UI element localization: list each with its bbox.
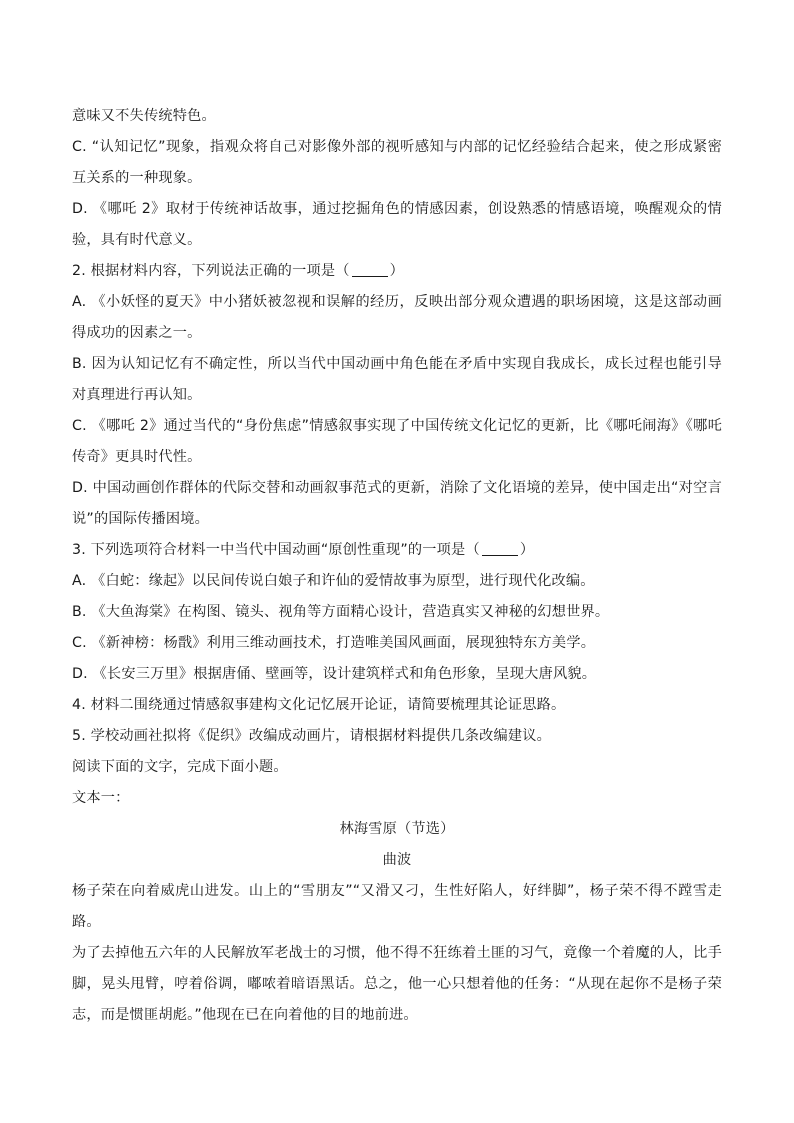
q2-option-d-line2: 说”的国际传播困境。 <box>72 511 210 527</box>
passage-title: 林海雪原（节选） <box>339 821 455 837</box>
q2-paren-open: （ <box>335 263 350 279</box>
q3-option-a: A. 《白蛇：缘起》以民间传说白娘子和许仙的爱情故事为原型，进行现代化改编。 <box>72 573 595 589</box>
q2-option-a-line2: 得成功的因素之一。 <box>72 325 202 341</box>
q2-stem-text: 2. 根据材料内容，下列说法正确的一项是 <box>72 263 336 279</box>
q3-paren-close: ） <box>519 542 535 558</box>
q2-stem <box>72 256 722 287</box>
q1-option-b-tail: 意味又不失传统特色。 <box>72 108 216 124</box>
q2-option-b-line2: 对真理进行再认知。 <box>72 387 202 403</box>
q3-stem <box>72 535 722 566</box>
page-content <box>72 101 722 1031</box>
q3-stem-text: 3. 下列选项符合材料一中当代中国动画“原创性重现”的一项是 <box>72 542 466 558</box>
q3-paren-open: （ <box>465 542 480 558</box>
passage-p1-line2: 路。 <box>72 914 101 930</box>
q2-option-d-line1: D. 中国动画创作群体的代际交替和动画叙事范式的更新，消除了文化语境的差异，使中国走出“对空言 <box>72 480 722 496</box>
q1-option-d-line1: D. 《哪吒 2》取材于传统神话故事，通过挖掘角色的情感因素，创设熟悉的情感语境，唤醒观众的情 <box>72 201 722 217</box>
text-one-label: 文本一： <box>72 790 130 806</box>
passage-p2-line1: 为了去掉他五六年的人民解放军老战士的习惯，他不得不狂练着土匪的习气，竟像一个着魔的人，比手 <box>72 945 722 961</box>
reading-instruction: 阅读下面的文字，完成下面小题。 <box>72 759 288 775</box>
q2-option-c-line2: 传奇》更具时代性。 <box>72 449 202 465</box>
passage-author: 曲波 <box>382 852 412 868</box>
q2-answer-blank <box>352 262 388 277</box>
q3-option-b: B. 《大鱼海棠》在构图、镜头、视角等方面精心设计，营造真实又神秘的幻想世界。 <box>72 604 610 620</box>
q1-option-c-line1: C. “认知记忆”现象，指观众将自己对影像外部的视听感知与内部的记忆经验结合起来，使之形成紧密 <box>72 139 722 155</box>
q3-option-c: C. 《新神榜：杨戬》利用三维动画技术，打造唯美国风画面，展现独特东方美学。 <box>72 635 596 651</box>
q5-text: 5. 学校动画社拟将《促织》改编成动画片，请根据材料提供几条改编建议。 <box>72 728 552 744</box>
q4-text: 4. 材料二围绕通过情感叙事建构文化记忆展开论证，请简要梳理其论证思路。 <box>72 697 566 713</box>
q2-paren-close: ） <box>389 263 405 279</box>
q3-option-d: D. 《长安三万里》根据唐俑、壁画等，设计建筑样式和角色形象，呈现大唐风貌。 <box>72 666 597 682</box>
q1-option-d-line2: 验，具有时代意义。 <box>72 232 202 248</box>
q2-option-a-line1: A. 《小妖怪的夏天》中小猪妖被忽视和误解的经历，反映出部分观众遭遇的职场困境，这是这部动画 <box>72 294 722 310</box>
q1-option-c-line2: 互关系的一种现象。 <box>72 170 202 186</box>
q2-option-b-line1: B. 因为认知记忆有不确定性，所以当代中国动画中角色能在矛盾中实现自我成长，成长过程也能引导 <box>72 356 722 372</box>
passage-p1-line1: 杨子荣在向着威虎山进发。山上的“雪朋友”“又滑又刁，生性好陷人，好绊脚”，杨子荣不得不蹚雪走 <box>72 883 722 899</box>
q3-answer-blank <box>482 541 518 556</box>
passage-p2-line3: 志，而是惯匪胡彪。”他现在已在向着他的目的地前进。 <box>72 1007 418 1023</box>
q2-option-c-line1: C. 《哪吒 2》通过当代的“身份焦虑”情感叙事实现了中国传统文化记忆的更新，比《哪吒闹海》《哪吒 <box>72 418 722 434</box>
passage-p2-line2: 脚，晃头甩臂，哼着俗调，嘟哝着暗语黑话。总之，他一心只想着他的任务：“从现在起你不是杨子荣 <box>72 976 722 992</box>
